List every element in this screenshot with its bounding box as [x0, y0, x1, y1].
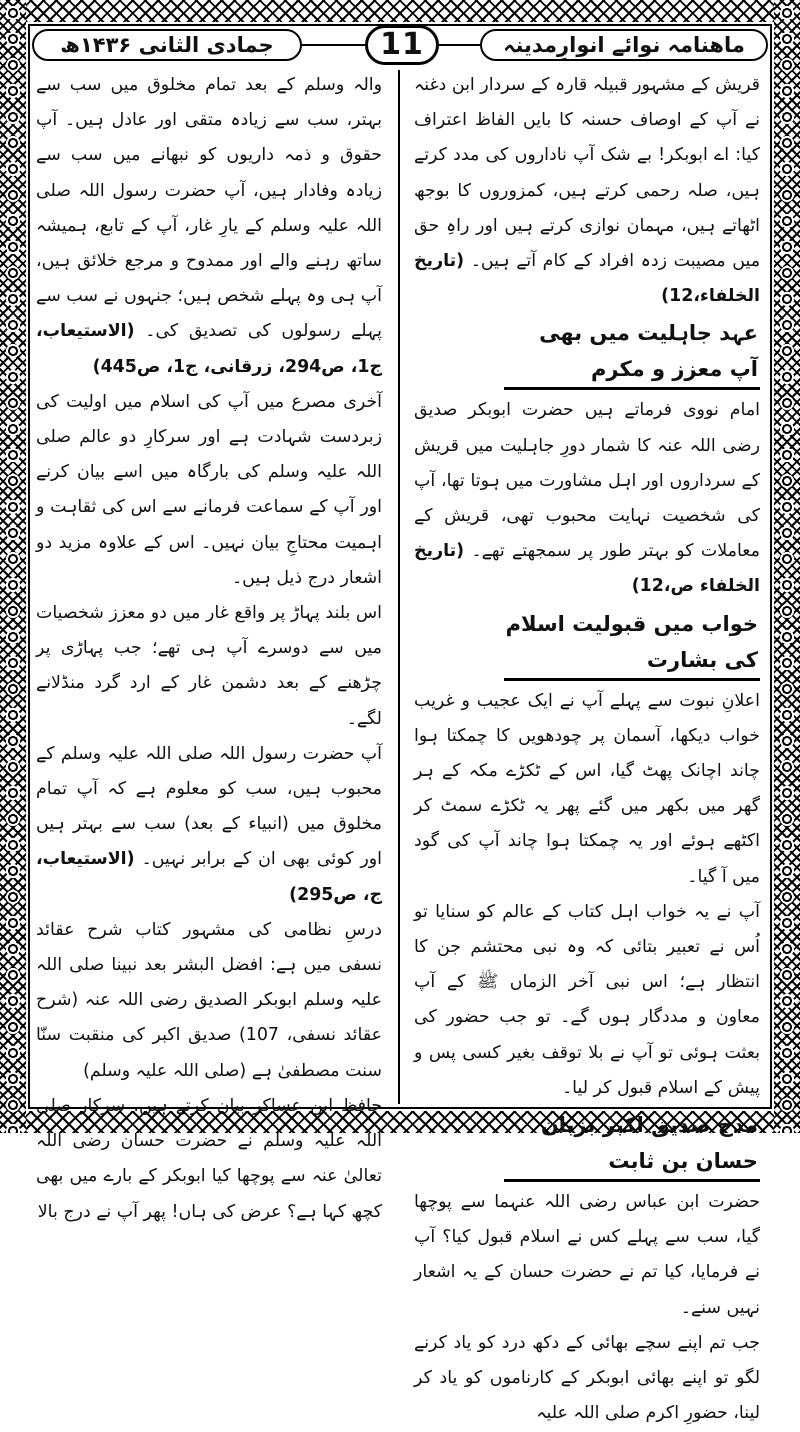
ornamental-border-right: [774, 0, 800, 1133]
header-connector-left: [302, 44, 365, 46]
paragraph-text: قریش کے مشہور قبیلہ قارہ کے سردار ابن دغنہ نے آپ کے اوصاف حسنہ کا بایں الفاظ اعتراف کیا: اے ابوبکر! بے شک آپ ناداروں کی مدد کرتے ہیں، صلہ رحمی کرتے ہیں، کمزوروں کا بوجھ اٹھاتے ہیں، مہمان نوازی کرتے ہیں اور راہِ حق میں مصیبت زدہ افراد کے کام آتے ہیں۔: [414, 75, 761, 272]
ornamental-border-top: [0, 0, 800, 22]
paragraph: [414, 68, 760, 314]
page-header: [30, 25, 770, 65]
paragraph: جب تم اپنے سچے بھائی کے دکھ درد کو یاد کرنے لگو تو اپنے بھائی ابوبکر کے کارناموں کو یاد کر لینا، حضورِ اکرم صلی اللہ علیہ: [414, 1332, 760, 1424]
paragraph-text: آپ حضرت رسول اللہ صلی اللہ علیہ وسلم کے محبوب ہیں، سب کو معلوم ہے کہ آپ تمام مخلوق میں (انبیاء کے بعد) سب سے بہتر ہیں اور کوئی بھی ان کے برابر نہیں۔: [36, 743, 382, 870]
header-connector-right: [439, 44, 482, 46]
paragraph: حافظ ابن عساکر بیان کرتے ہیں، سرکار صلی اللہ علیہ وسلم نے حضرت حسان رضی اللہ تعالیٰ عنہ سے پوچھا کیا ابوبکر کے بارے میں بھی کچھ کہا ہے؟ عرض کی ہاں! پھر آپ نے درج بالا: [36, 1095, 382, 1222]
paragraph: [414, 393, 760, 604]
paragraph-text: امام نووی فرماتے ہیں حضرت ابوبکر صدیق رضی اللہ عنہ کا شمار دورِ جاہلیت میں قریش کے سرداروں اور اہل مشاورت میں ہوتا تھا، آپ کی شخصیت نہایت محبوب تھی، قریش کے معاملات کو بہتر طور پر سمجھتے تھے۔: [414, 400, 760, 562]
ornamental-border-left: [0, 0, 26, 1133]
paragraph: [36, 737, 382, 913]
right-column: [414, 68, 761, 1424]
paragraph: اس بلند پہاڑ پر واقع غار میں دو معزز شخصیات میں سے دوسرے آپ ہی تھے؛ جب پہاڑی پر چڑھنے کے بعد دشمن غار کے ارد گرد منڈلانے لگے۔: [36, 603, 382, 729]
citation: (الاستیعاب، ج1، ص294، زرقانی، ج1، ص445): [36, 321, 382, 377]
column-divider: [398, 70, 400, 1104]
paragraph: حضرت ابن عباس رضی اللہ عنہما سے پوچھا گیا، سب سے پہلے کس نے اسلام قبول کیا؟ آپ نے فرمایا، کیا تم نے حضرت حسان کے یہ اشعار نہیں سنے۔: [414, 1192, 760, 1318]
citation: (تاریخ الخلفاء ص،12): [414, 541, 760, 597]
paragraph: آخری مصرع میں آپ کی اسلام میں اولیت کی زبردست شہادت ہے اور سرکارِ دو عالم صلی اللہ علیہ وسلم کی بارگاہ میں اسے بیان کرنے اور آپ کے سماعت فرمانے سے اس کی ثقاہت و اہمیت محتاجِ بیان نہیں۔ اس کے علاوہ مزید دو اشعار درج ذیل ہیں۔: [36, 391, 382, 588]
section-heading: خواب میں قبولیت اسلام کی بشارت: [504, 606, 760, 681]
section-heading: عہد جاہلیت میں بھی آپ معزز و مکرم: [504, 315, 760, 390]
paragraph-text: والہ وسلم کے بعد تمام مخلوق میں سب سے بہتر، سب سے زیادہ متقی اور عادل ہیں۔ آپ حقوق و ذمہ داریوں کو نبھانے میں سب سے زیادہ وفادار ہیں، آپ حضرت رسول اللہ صلی اللہ علیہ وسلم کے یارِ غار، آپ کے تابع، ہمیشہ ساتھ رہنے والے اور ممدوح و مرجع خلائق ہیں، آپ ہی وہ پہلے شخص ہیں؛ جنہوں نے سب سے پہلے رسولوں کی تصدیق کی۔: [36, 75, 382, 342]
page-number: 11: [365, 25, 439, 65]
left-column: [36, 68, 382, 1222]
citation: (الاستیعاب، ج، ص295): [36, 849, 382, 905]
paragraph: آپ نے یہ خواب اہل کتاب کے عالم کو سنایا تو اُس نے تعبیر بتائی کہ وہ نبی محتشم جن کا انتظار ہے؛ اس نبی آخر الزماں ﷺ کے آپ معاون و مددگار ہوں گے۔ تو جب حضور کی بعثت ہوئی تو آپ نے بلا توقف بغیر کسی پس و پیش کے اسلام قبول کر لیا۔: [414, 901, 760, 1098]
paragraph: اعلانِ نبوت سے پہلے آپ نے ایک عجیب و غریب خواب دیکھا، آسمان پر چودھویں کا چمکتا ہوا چاند اچانک پھٹ گیا، اس کے ٹکڑے مکہ کے ہر گھر میں بکھر میں گئے پھر یہ ٹکڑے سمٹ کر اکٹھے ہوئے اور یہ چمکتا ہوا چاند آپ کی گود میں آ گیا۔: [414, 690, 760, 887]
magazine-title: ماهنامہ نوائے انوارِمدینہ: [480, 29, 768, 61]
citation: (تاریخ الخلفاء،12): [414, 251, 760, 307]
issue-date: جمادی الثانی ۱۴۳۶ھ: [32, 29, 302, 61]
paragraph: درسِ نظامی کی مشہور کتاب شرح عقائد نسفی میں ہے: افضل البشر بعد نبینا صلی اللہ علیہ وسلم ابوبکر الصدیق رضی اللہ عنہ (شرح عقائد نسفی، 107) صدیق اکبر کی منقبت سنّا سنت مصطفیٰ ہے (صلی اللہ علیہ وسلم): [36, 919, 382, 1081]
paragraph: [36, 68, 382, 385]
section-heading: مدح صدیق اکبر بزبان حسان بن ثابت: [504, 1107, 760, 1182]
